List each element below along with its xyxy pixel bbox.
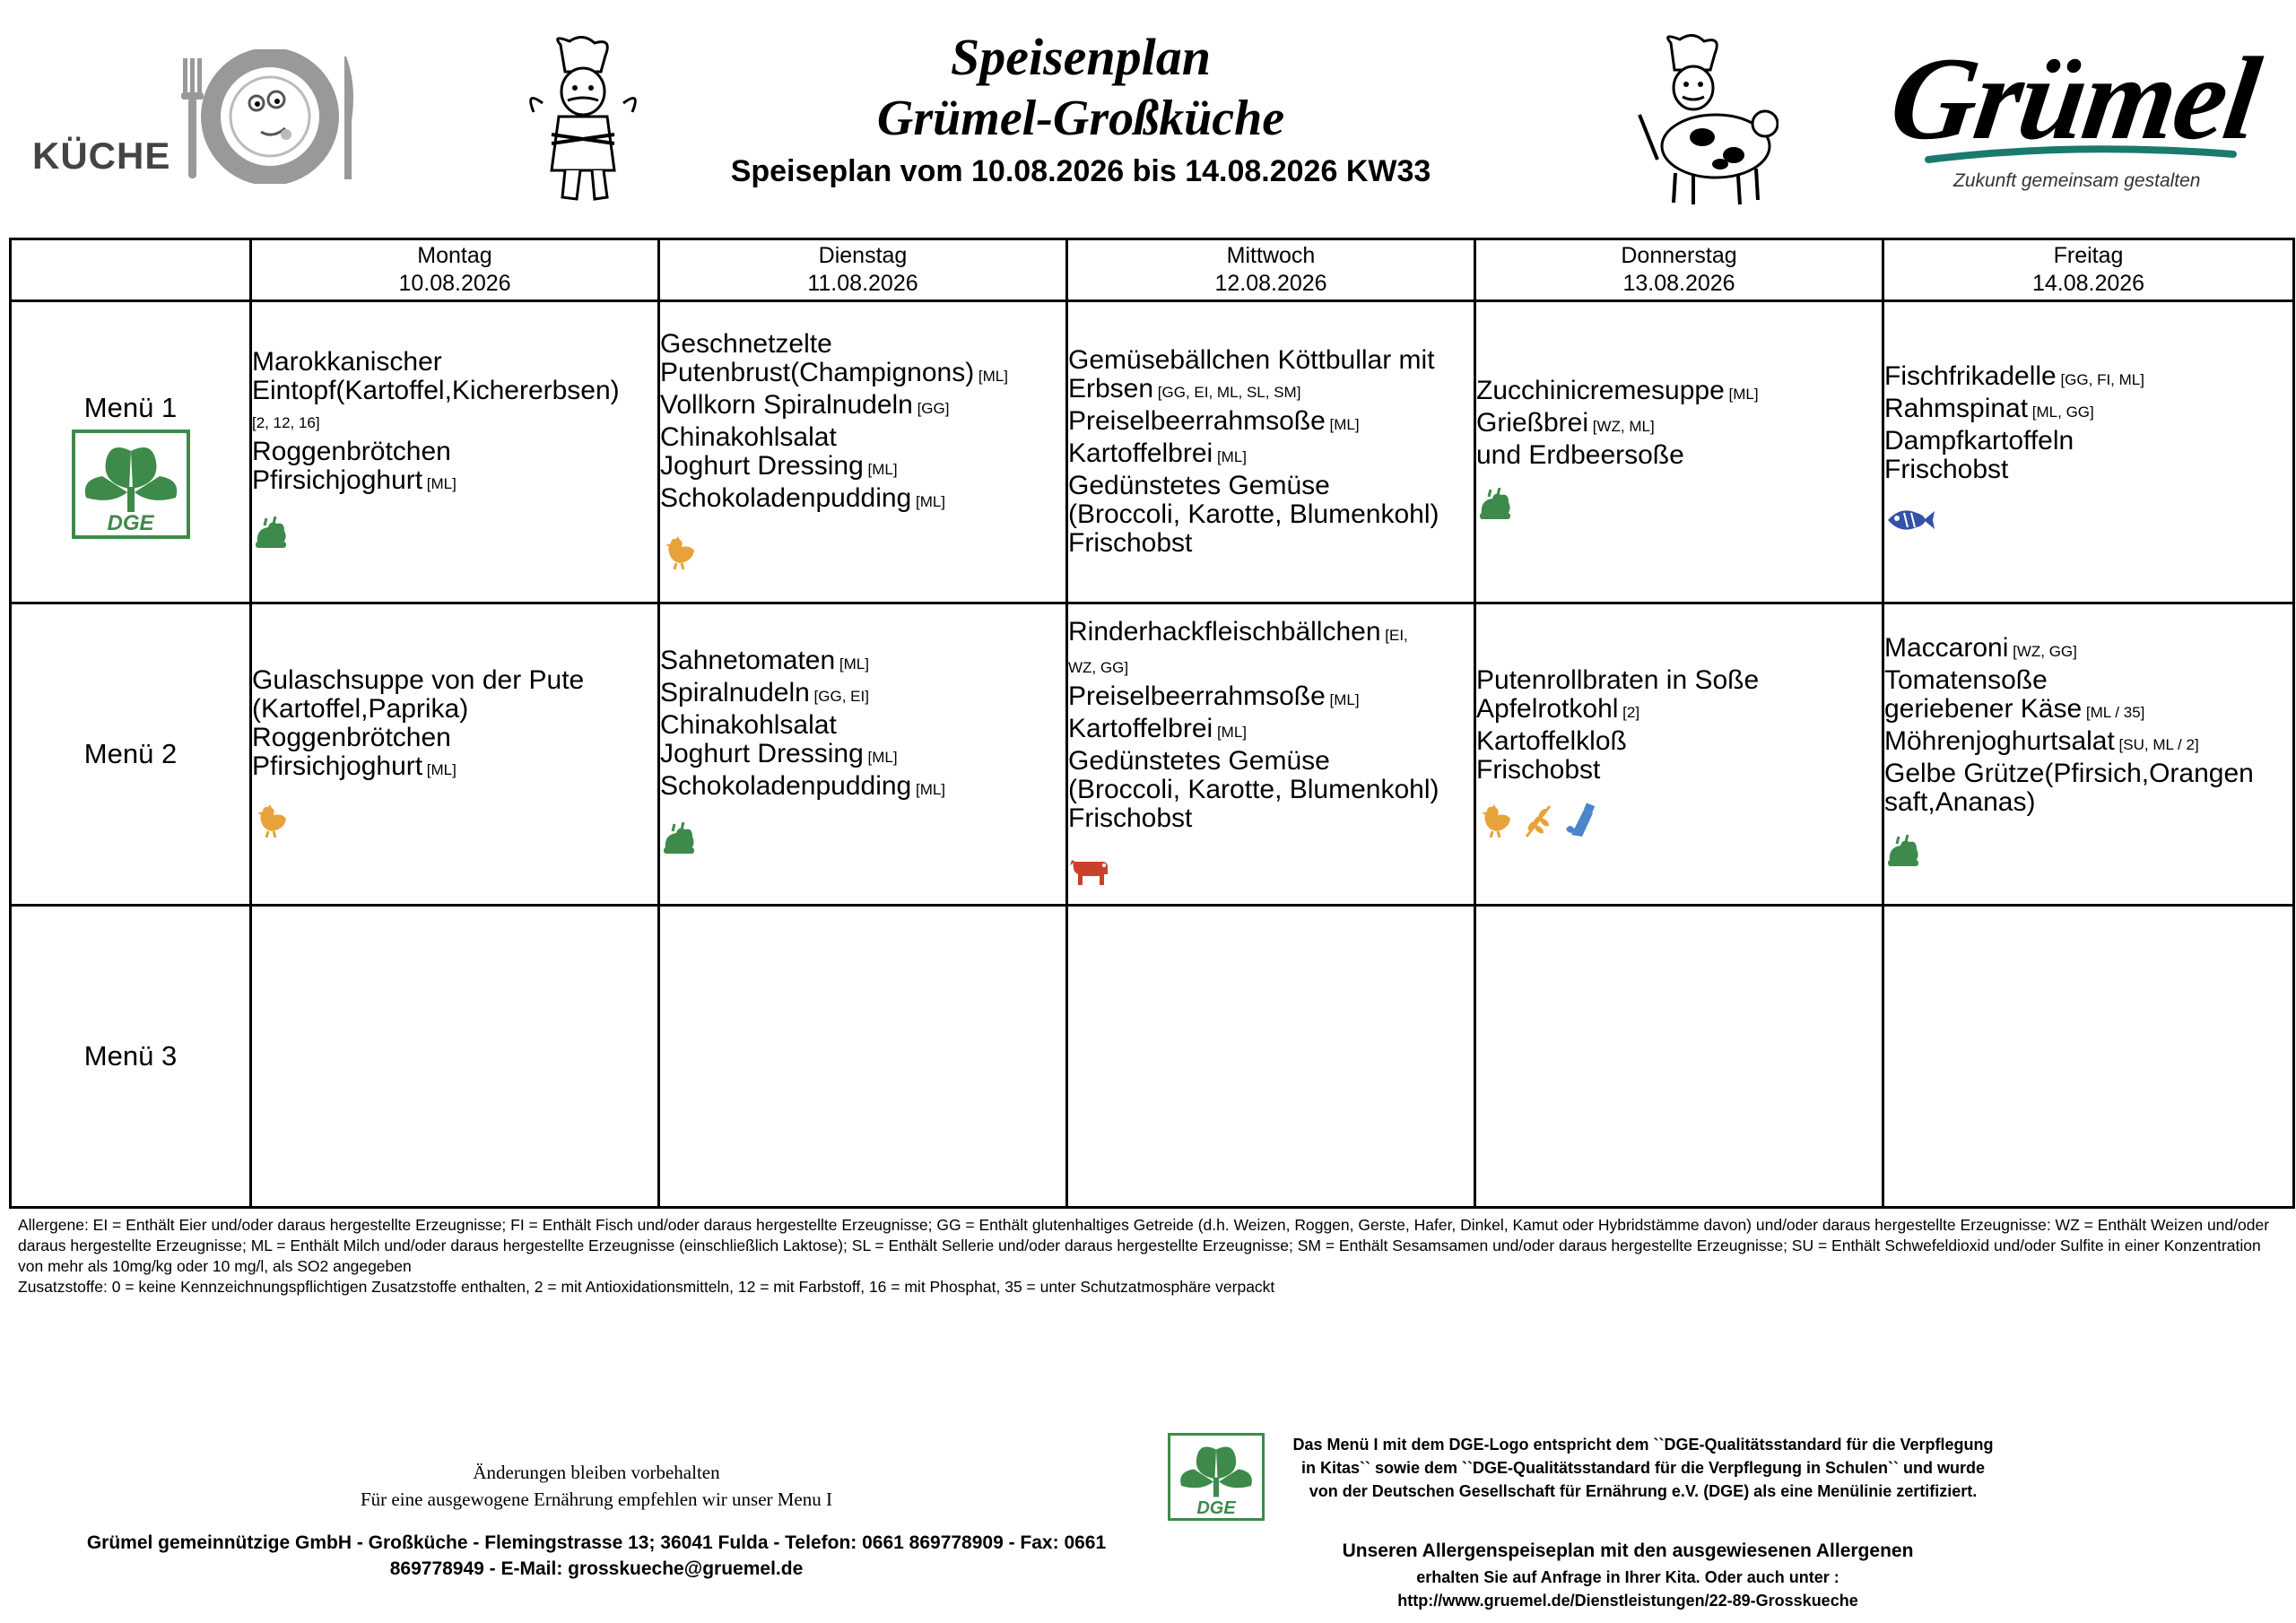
poultry-icon [252,803,290,838]
menu-item-line [1476,727,1882,756]
allergen-codes: [EI, [1380,627,1408,644]
menu-item-line [1068,618,1474,650]
page-title: Speisenplan [950,28,1212,86]
food-category-icons [660,822,1065,862]
dish-name: Kartoffelbrei [1068,438,1213,468]
allergen-codes: [ML] [1213,724,1248,741]
allergen-codes: [2, 12, 16] [252,414,320,431]
allergen-plan-note: Unseren Allergenspeiseplan mit den ausgewiesenen Allergenen [1342,1541,1914,1561]
menu-item-line [1884,666,2292,695]
allergen-codes: [ML] [911,781,946,798]
dish-name: Roggenbrötchen [252,723,451,752]
dish-name: Frischobst [1068,528,1193,558]
dish-name: Sahnetomaten [660,646,836,675]
dish-name: Geschnetzelte [660,329,832,359]
dish-name: Zucchinicremesuppe [1476,376,1725,405]
dish-name: Preiselbeerrahmsoße [1068,406,1326,436]
dge-certification-note [1266,1433,2020,1503]
allergen-codes: [ML] [863,749,898,766]
menu-item-list [1068,346,1474,558]
menu-label-3: Menü 3 [11,906,251,1208]
menu-item-line [252,752,657,785]
menu-label-1 [11,301,251,603]
menu-item-list [1068,618,1474,833]
allergen-codes: [ML] [1213,448,1248,465]
company-line-1: Grümel gemeinnützige GmbH - Großküche - Flemingstrasse 13; 36041 Fulda - Telefon: 0661 869778909 - Fax: 0661 [86,1532,1107,1553]
menu-item-line [1884,759,2292,788]
menu-item-line [660,679,1065,711]
allergen-codes: [GG, EI] [809,688,869,705]
allergen-codes: [2] [1618,704,1640,721]
beef-icon [1068,851,1106,887]
menu-row-3 [11,906,2294,1208]
menu-item-list [660,647,1065,804]
menu-item-line [660,484,1065,516]
vegetarian-icon [252,516,290,552]
allergen-codes: WZ, GG] [1068,659,1129,676]
dish-name: Gelbe Grütze(Pfirsich,Orangen [1884,759,2254,788]
menu-item-line [660,391,1065,423]
vegetarian-icon [1476,488,1514,524]
allergen-codes: [ML / 35] [2082,704,2145,721]
menu-cell-m2-monday [251,603,659,906]
menu-item-line [1476,695,1882,727]
dish-name: saft,Ananas) [1884,787,2036,817]
dge-note-line-2: in Kitas`` sowie dem ``DGE-Qualitätsstandard für die Verpflegung in Schulen`` und wurde [1300,1459,1986,1477]
menu-item-line [1476,377,1882,409]
chef-with-cow-illustration [1622,34,1779,209]
allergen-codes: [GG, FI, ML] [2056,371,2144,388]
menu-item-line [1068,804,1474,833]
menu-item-line [1884,634,2292,666]
dish-name: Kartoffelkloß [1476,726,1627,756]
grain-icon [1519,803,1557,838]
page-title-kitchen: Grümel-Großküche [876,91,1285,146]
allergen-codes: [ML] [422,475,457,492]
menu-cell-m3-tuesday [659,906,1067,1208]
corner-cell [11,239,251,301]
menu-item-line [1068,407,1474,439]
menu-item-line [1068,500,1474,529]
allergen-codes: [WZ, GG] [2008,643,2077,660]
menu-cell-m3-friday [1883,906,2294,1208]
dish-name: Rahmspinat [1884,394,2029,423]
dish-name: Grießbrei [1476,408,1589,438]
dish-name: (Broccoli, Karotte, Blumenkohl) [1068,499,1439,529]
dish-name: Gulaschsuppe von der Pute [252,665,585,695]
menu-item-line [1068,776,1474,804]
food-category-icons [252,803,657,842]
menu-cell-m3-wednesday [1067,906,1475,1208]
dish-name: Eintopf(Kartoffel,Kichererbsen) [252,376,620,405]
food-category-icons [252,516,657,556]
allergen-codes: [WZ, ML] [1588,418,1655,435]
menu-item-line [660,330,1065,359]
dish-name: Pfirsichjoghurt [252,465,423,495]
menu-item-line [1068,375,1474,407]
menu-row-2 [11,603,2294,906]
week-subtitle: Speiseplan vom 10.08.2026 bis 14.08.2026 KW33 [730,154,1431,188]
menu-item-list [660,330,1065,516]
menu-item-list [1476,377,1882,470]
day-header-thursday: Donnerstag 13.08.2026 [1475,239,1883,301]
fish-icon [1884,502,1922,538]
menu-item-line [660,423,1065,452]
allergen-codes: [ML] [1325,691,1360,708]
dish-name: Frischobst [1476,755,1601,785]
menu-item-list [252,348,657,499]
additives-legend: Zusatzstoffe: 0 = keine Kennzeichnungspflichtigen Zusatzstoffe enthalten, 2 = mit Antioxidationsmitteln, 12 = mit Farbstoff, 16 = mit Phosphat, 35 = unter Schutzatmosphäre verpackt [18,1278,1275,1296]
allergen-codes: [ML] [974,368,1008,385]
dish-name: Schokoladenpudding [660,483,912,513]
menu-item-line [1476,666,1882,695]
menu-item-line [660,359,1065,391]
menu-item-line [1476,441,1882,470]
dish-name: Maccaroni [1884,633,2009,663]
allergen-codes: [ML] [422,761,457,778]
menu-item-line [252,695,657,724]
dish-name: Apfelrotkohl [1476,694,1619,724]
menu-item-line [660,772,1065,804]
day-header-friday: Freitag 14.08.2026 [1883,239,2294,301]
company-contact [54,1530,1139,1582]
menu-item-line [1068,472,1474,500]
dish-name: (Broccoli, Karotte, Blumenkohl) [1068,775,1439,804]
allergen-legend: Allergene: EI = Enthält Eier und/oder daraus hergestellte Erzeugnisse; FI = Enthält Fisch und/oder daraus hergestellte Erzeugnisse; GG = Enthält glutenhaltiges Getreide (d.h. Weizen, Roggen, Gerste, Hafer, Dinkel, Kamut oder Hybridstämme davon) und/oder daraus hergestellte Erzeugnisse: WZ = Enthält Weizen und/oder daraus hergestellte Erzeugnisse; ML = Enthält Milch und/oder daraus hergestellte Erzeugnisse (einschließlich Laktose); SL = Enthält Sellerie und/oder daraus hergestellte Erzeugnisse; SM = Enthält Sesamsamen und/oder daraus hergestellte Erzeugnisse; SU = Enthält Schwefeldioxid und/oder Sulfite in einer Konzentration von mehr als 10mg/kg oder 10 mg/l, als SO2 angegeben [18,1216,2270,1275]
allergen-codes: [ML] [835,655,869,673]
menu-item-list [252,666,657,785]
dish-name: Spiralnudeln [660,678,810,707]
day-header-monday: Montag 10.08.2026 [251,239,659,301]
dish-name: geriebener Käse [1884,694,2083,724]
menu-item-line [1884,456,2292,484]
food-category-icons [1476,803,1882,842]
dish-name: Marokkanischer [252,347,442,377]
recommendation-note: Für eine ausgewogene Ernährung empfehlen wir unser Menu I [361,1488,832,1510]
menu-row-1 [11,301,2294,603]
food-category-icons [1068,851,1474,890]
menu-item-line [660,452,1065,484]
dish-name: Joghurt Dressing [660,451,864,481]
menu-item-line [1884,395,2292,427]
menu-item-line [252,377,657,405]
allergen-plan-link[interactable]: http://www.gruemel.de/Dienstleistungen/22-89-Grosskueche [1397,1592,1858,1610]
dge-logo [72,430,190,539]
dish-name: Frischobst [1884,455,2009,484]
menu-item-line [1068,439,1474,472]
menu-item-line [1068,346,1474,375]
dish-name: Pfirsichjoghurt [252,751,423,781]
day-header-tuesday: Dienstag 11.08.2026 [659,239,1067,301]
dish-name: Gedünstetes Gemüse [1068,471,1330,500]
menu-label-text: Menü 1 [83,392,178,423]
allergen-codes: [SU, ML / 2] [2114,736,2199,753]
vegetarian-icon [1884,835,1922,871]
poultry-icon [660,534,698,570]
dish-name: Tomatensoße [1884,665,2048,695]
dish-name: Kartoffelbrei [1068,714,1213,743]
menu-plan-table [9,238,2295,1209]
menu-item-line [1068,682,1474,715]
dish-name: Putenrollbraten in Soße [1476,665,1760,695]
day-header-row [11,239,2294,301]
menu-label-2: Menü 2 [11,603,251,906]
allergen-codes: [GG] [912,400,950,417]
menu-cell-m3-thursday [1475,906,1883,1208]
dish-name: Erbsen [1068,374,1154,404]
food-category-icons [1884,835,2292,874]
menu-item-list [1884,362,2292,484]
menu-item-line [1884,427,2292,456]
allergen-codes: [ML] [863,461,898,478]
allergen-codes: [GG, EI, ML, SL, SM] [1153,384,1301,401]
menu-item-line [252,666,657,695]
menu-item-line [660,647,1065,679]
menu-cell-m2-thursday [1475,603,1883,906]
dish-name: Preiselbeerrahmsoße [1068,681,1326,711]
menu-item-line [1884,695,2292,727]
menu-item-line [1068,650,1474,682]
vegetarian-icon [660,822,698,858]
dish-name: Chinakohlsalat [660,710,837,740]
gruemel-slogan: Zukunft gemeinsam gestalten [1953,170,2201,191]
dish-name: und Erdbeersoße [1476,440,1684,470]
menu-item-line [1068,747,1474,776]
menu-item-list [1884,634,2292,817]
food-category-icons [1884,502,2292,542]
dish-name: Chinakohlsalat [660,422,837,452]
dish-name: Joghurt Dressing [660,739,864,768]
dish-name: (Kartoffel,Paprika) [252,694,469,724]
chef-illustration-left [516,36,650,206]
menu-cell-m2-tuesday [659,603,1067,906]
allergen-codes: [ML] [911,493,946,510]
menu-cell-m3-monday [251,906,659,1208]
milk-icon [1562,803,1600,838]
dish-name: Frischobst [1068,803,1193,833]
food-category-icons [660,534,1065,574]
allergen-plan-note-2: erhalten Sie auf Anfrage in Ihrer Kita. Oder auch unter : [1416,1568,1839,1586]
menu-item-line [252,466,657,499]
menu-cell-m1-friday [1883,301,2294,603]
dish-name: Gemüsebällchen Köttbullar mit [1068,345,1435,375]
menu-item-list [1476,666,1882,785]
dish-name: Dampfkartoffeln [1884,426,2074,456]
allergen-codes: [ML] [1724,386,1759,403]
menu-item-line [1068,529,1474,558]
gruemel-logo [1883,32,2269,197]
allergen-codes: [ML, GG] [2028,404,2094,421]
menu-item-line [660,740,1065,772]
kueche-logo-text: KÜCHE [32,135,171,177]
menu-item-line [1884,362,2292,395]
menu-item-line [252,438,657,466]
menu-item-line [1884,727,2292,759]
menu-item-line [1884,788,2292,817]
menu-cell-m1-monday [251,301,659,603]
dge-note-line-3: von der Deutschen Gesellschaft für Ernährung e.V. (DGE) als eine Menülinie zertifiziert. [1309,1482,1978,1500]
dge-logo-footer [1168,1433,1265,1521]
menu-item-line [1476,756,1882,785]
dge-note-line-1: Das Menü I mit dem DGE-Logo entspricht dem ``DGE-Qualitätsstandard für die Verpflegung [1292,1436,1994,1454]
dish-name: Gedünstetes Gemüse [1068,746,1330,776]
menu-item-line [252,724,657,752]
dish-name: Rinderhackfleischbällchen [1068,617,1381,647]
poultry-icon [1476,803,1514,838]
gruemel-logo-text: Grümel [1883,32,2266,164]
dish-name: Möhrenjoghurtsalat [1884,726,2115,756]
menu-cell-m1-wednesday [1067,301,1475,603]
dish-name: Vollkorn Spiralnudeln [660,390,913,420]
dge-logo-footer-text: DGE [1196,1498,1236,1518]
dish-name: Putenbrust(Champignons) [660,358,975,387]
menu-cell-m2-wednesday [1067,603,1475,906]
menu-item-line [252,405,657,438]
menu-item-line [660,711,1065,740]
menu-cell-m1-thursday [1475,301,1883,603]
dish-name: Fischfrikadelle [1884,361,2057,391]
changes-note: Änderungen bleiben vorbehalten [473,1462,720,1483]
dish-name: Schokoladenpudding [660,771,912,801]
dish-name: Roggenbrötchen [252,437,451,466]
company-line-2: 869778949 - E-Mail: grosskueche@gruemel.de [389,1558,804,1579]
food-category-icons [1476,488,1882,527]
dge-logo-text: DGE [107,511,154,535]
menu-cell-m2-friday [1883,603,2294,906]
menu-item-line [252,348,657,377]
menu-item-line [1476,409,1882,441]
allergen-codes: [ML] [1325,416,1360,433]
day-header-wednesday: Mittwoch 12.08.2026 [1067,239,1475,301]
menu-cell-m1-tuesday [659,301,1067,603]
menu-item-line [1068,715,1474,747]
